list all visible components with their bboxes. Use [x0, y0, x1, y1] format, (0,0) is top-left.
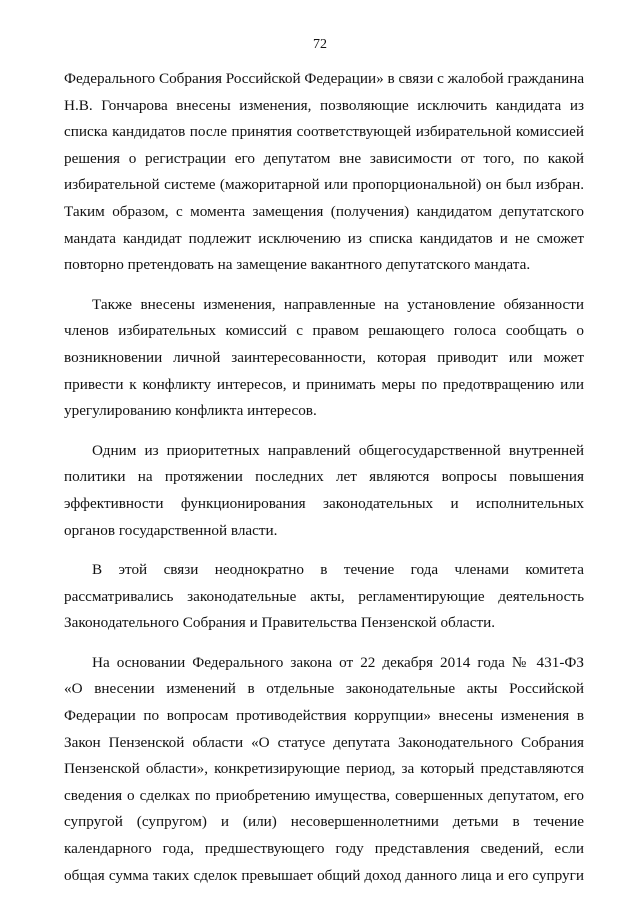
- text-line: календарного года, предшествующего году представления сведений, если: [64, 840, 584, 858]
- text-line: Таким образом, с момента замещения (получения) кандидатом депутатского: [64, 202, 584, 220]
- text-line: В этой связи неоднократно в течение года членами комитета: [92, 561, 584, 579]
- text-line: Пензенской области», конкретизирующие период, за который представляются: [64, 760, 584, 778]
- text-line: членов избирательных комиссий с правом решающего голоса сообщать о: [64, 322, 584, 340]
- text-line: Одним из приоритетных направлений общегосударственной внутренней: [92, 441, 584, 459]
- text-line: рассматривались законодательные акты, регламентирующие деятельность: [64, 587, 584, 605]
- text-line: возникновении личной заинтересованности, которая приводит или может: [64, 348, 584, 366]
- paragraph: [64, 650, 584, 889]
- text-line: Закон Пензенской области «О статусе депутата Законодательного Собрания: [64, 733, 584, 751]
- text-line: Также внесены изменения, направленные на установление обязанности: [92, 295, 584, 313]
- text-line: мандата кандидат подлежит исключению из списка кандидатов и не сможет: [64, 229, 584, 247]
- paragraph: [64, 557, 584, 637]
- text-line: Н.В. Гончарова внесены изменения, позволяющие исключить кандидата из: [64, 96, 584, 114]
- text-line: эффективности функционирования законодательных и исполнительных: [64, 494, 584, 512]
- paragraph: [64, 66, 584, 279]
- text-line: Федерации по вопросам противодействия коррупции» внесены изменения в: [64, 707, 584, 725]
- text-line: супругой (супругом) и (или) несовершеннолетними детьми в течение: [64, 813, 584, 831]
- text-line: урегулированию конфликта интересов.: [64, 402, 317, 420]
- text-line: сведения о сделках по приобретению имущества, совершенных депутатом, его: [64, 786, 584, 804]
- text-line: решения о регистрации его депутатом вне зависимости от того, по какой: [64, 149, 584, 167]
- text-line: Федерального Собрания Российской Федерации» в связи с жалобой гражданина: [64, 70, 585, 87]
- text-line: общая сумма таких сделок превышает общий доход данного лица и его супруги: [64, 866, 584, 884]
- paragraph: [64, 438, 584, 544]
- paragraph: [64, 292, 584, 425]
- text-line: «О внесении изменений в отдельные законодательные акты Российской: [64, 680, 584, 698]
- text-line: Законодательного Собрания и Правительства Пензенской области.: [64, 614, 496, 632]
- text-line: органов государственной власти.: [64, 521, 278, 539]
- text-line: На основании Федерального закона от 22 декабря 2014 года № 431-ФЗ: [92, 653, 584, 671]
- document-body: [64, 66, 584, 902]
- text-line: повторно претендовать на замещение вакантного депутатского мандата.: [64, 256, 531, 274]
- text-line: списка кандидатов после принятия соответствующей избирательной комиссией: [64, 123, 584, 141]
- text-line: привести к конфликту интересов, и принимать меры по предотвращению или: [64, 375, 584, 393]
- text-line: политики на протяжении последних лет являются вопросы повышения: [64, 468, 584, 486]
- page-number: 72: [313, 37, 327, 52]
- text-line: избирательной системе (мажоритарной или пропорциональной) он был избран.: [64, 176, 584, 194]
